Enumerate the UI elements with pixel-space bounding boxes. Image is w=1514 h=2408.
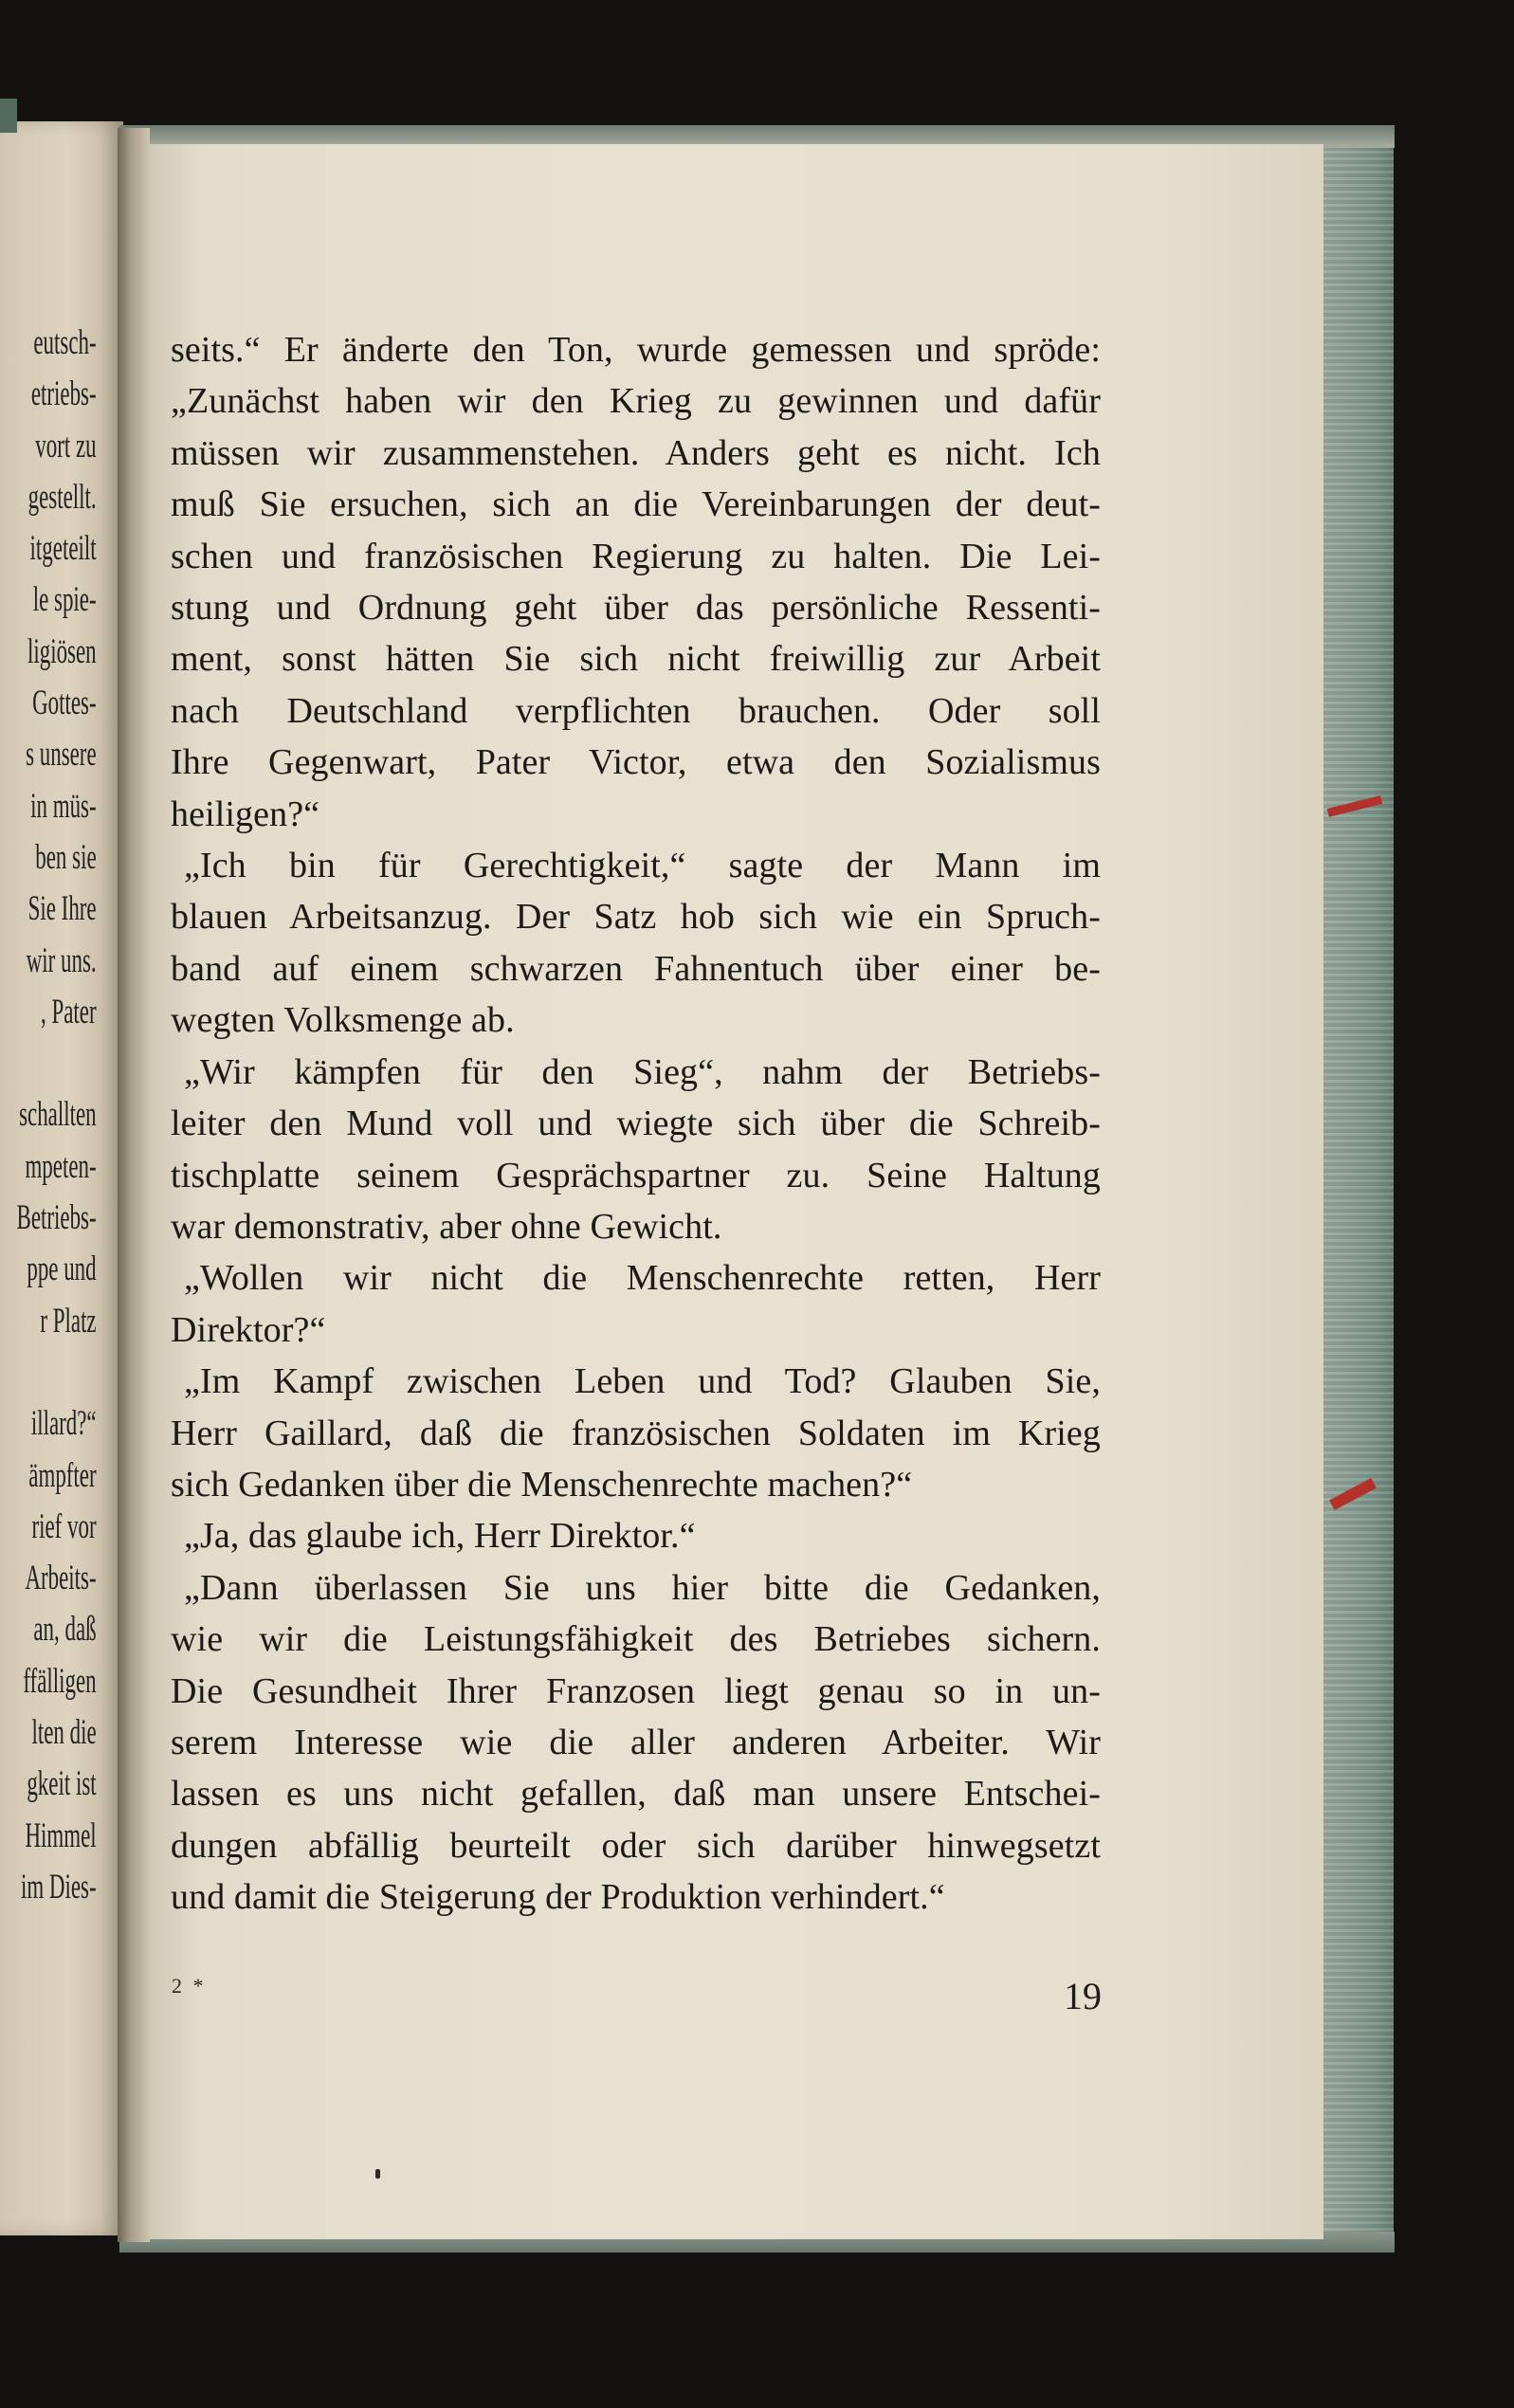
left-text-fragment: illard?“ — [31, 1404, 97, 1444]
left-text-fragment: vort zu — [35, 426, 97, 465]
left-text-fragment: wir uns. — [27, 940, 97, 980]
text-line: „Zunächst haben wir den Krieg zu gewinnen und dafür — [171, 381, 1101, 422]
left-text-fragment: mpeten- — [25, 1146, 97, 1186]
text-line: Ihre Gegenwart, Pater Victor, etwa den Sozialismus — [171, 742, 1101, 783]
red-thread-mark-2 — [1329, 1478, 1377, 1510]
left-text-fragment: Betriebs- — [16, 1198, 97, 1238]
signature-mark: 2 * — [172, 1974, 207, 1998]
left-text-fragment: gestellt. — [28, 477, 97, 517]
left-cover-edge — [0, 99, 17, 133]
text-line: nach Deutschland verpflichten brauchen. Oder soll — [171, 690, 1101, 731]
left-page-text-fragments — [0, 318, 97, 1913]
left-text-fragment — [17, 1347, 97, 1398]
text-line: „Wir kämpfen für den Sieg“, nahm der Betriebs- — [184, 1051, 1101, 1092]
red-thread-mark-1 — [1327, 795, 1382, 817]
left-text-fragment: s unsere — [26, 735, 98, 775]
left-text-fragment: gkeit ist — [27, 1764, 97, 1804]
left-text-fragment: Himmel — [25, 1815, 98, 1855]
text-line: seits.“ Er änderte den Ton, wurde gemessen und spröde: — [171, 330, 1101, 370]
text-line: „Dann überlassen Sie uns hier bitte die Gedanken, — [184, 1567, 1101, 1608]
text-line: „Wollen wir nicht die Menschenrechte retten, Herr — [184, 1258, 1101, 1299]
left-text-fragment: le spie- — [33, 580, 97, 620]
left-text-fragment: schallten — [19, 1095, 97, 1135]
text-line: serem Interesse wie die aller anderen Arbeiter. Wir — [171, 1722, 1101, 1762]
text-line: „Ja, das glaube ich, Herr Direktor.“ — [184, 1516, 696, 1557]
text-line: müssen wir zusammenstehen. Anders geht es nicht. Ich — [171, 432, 1101, 473]
text-line: und damit die Steigerung der Produktion verhindert.“ — [171, 1877, 945, 1918]
left-text-fragment: Gottes- — [32, 684, 97, 723]
text-line: „Im Kampf zwischen Leben und Tod? Glauben Sie, — [184, 1361, 1101, 1402]
text-line: ment, sonst hätten Sie sich nicht freiwillig zur Arbeit — [171, 639, 1101, 680]
paper-speck — [375, 2169, 380, 2179]
left-text-fragment: an, daß — [33, 1610, 97, 1650]
left-text-fragment: ben sie — [35, 837, 97, 877]
left-text-fragment: im Dies- — [21, 1867, 97, 1906]
text-line: Die Gesundheit Ihrer Franzosen liegt genau so in un- — [171, 1670, 1101, 1711]
left-text-fragment: rief vor — [31, 1506, 97, 1546]
left-text-fragment: itgeteilt — [29, 529, 97, 569]
text-line: blauen Arbeitsanzug. Der Satz hob sich wie ein Spruch- — [171, 897, 1101, 938]
left-text-fragment: ämpfter — [28, 1455, 97, 1495]
page-number: 19 — [1064, 1975, 1102, 2017]
text-line: stung und Ordnung geht über das persönliche Ressenti- — [171, 588, 1101, 629]
left-text-fragment: eutsch- — [33, 323, 97, 362]
text-line: tischplatte seinem Gesprächspartner zu. Seine Haltung — [171, 1155, 1101, 1195]
text-line: wie wir die Leistungsfähigkeit des Betriebes sichern. — [171, 1619, 1101, 1660]
text-line: „Ich bin für Gerechtigkeit,“ sagte der Mann im — [184, 846, 1101, 886]
text-line: schen und französischen Regierung zu halten. Die Lei- — [171, 536, 1101, 576]
text-line: muß Sie ersuchen, sich an die Vereinbarungen der deut- — [171, 484, 1101, 525]
left-text-fragment: ppe und — [27, 1250, 97, 1289]
left-text-fragment: Arbeits- — [25, 1559, 97, 1598]
text-line: band auf einem schwarzen Fahnentuch über einer be- — [171, 948, 1101, 989]
text-line: sich Gedanken über die Menschenrechte machen?“ — [171, 1464, 913, 1505]
left-text-fragment: lten die — [31, 1713, 97, 1753]
text-line: lassen es uns nicht gefallen, daß man unsere Entschei- — [171, 1774, 1101, 1815]
left-text-fragment: Sie Ihre — [28, 889, 97, 929]
text-line: heiligen?“ — [171, 794, 320, 834]
text-line: Direktor?“ — [171, 1309, 326, 1350]
left-text-fragment: etriebs- — [31, 374, 97, 414]
binding-gutter — [118, 128, 150, 2242]
left-text-fragment: , Pater — [41, 992, 97, 1031]
text-line: Herr Gaillard, daß die französischen Soldaten im Krieg — [171, 1413, 1101, 1453]
left-text-fragment: ffälligen — [23, 1661, 97, 1701]
page-body-text — [171, 324, 1101, 1924]
text-line: leiter den Mund voll und wiegte sich über die Schreib- — [171, 1104, 1101, 1144]
text-line: dungen abfällig beurteilt oder sich darüber hinwegsetzt — [171, 1825, 1101, 1866]
left-text-fragment: r Platz — [40, 1301, 97, 1341]
left-text-fragment — [17, 1038, 97, 1089]
right-cover-board — [1320, 131, 1394, 2235]
text-line: war demonstrativ, aber ohne Gewicht. — [171, 1206, 722, 1247]
left-text-fragment: ligiösen — [27, 631, 97, 671]
left-page — [0, 121, 123, 2235]
text-line: wegten Volksmenge ab. — [171, 1000, 515, 1041]
left-text-fragment: in müs- — [30, 786, 97, 826]
